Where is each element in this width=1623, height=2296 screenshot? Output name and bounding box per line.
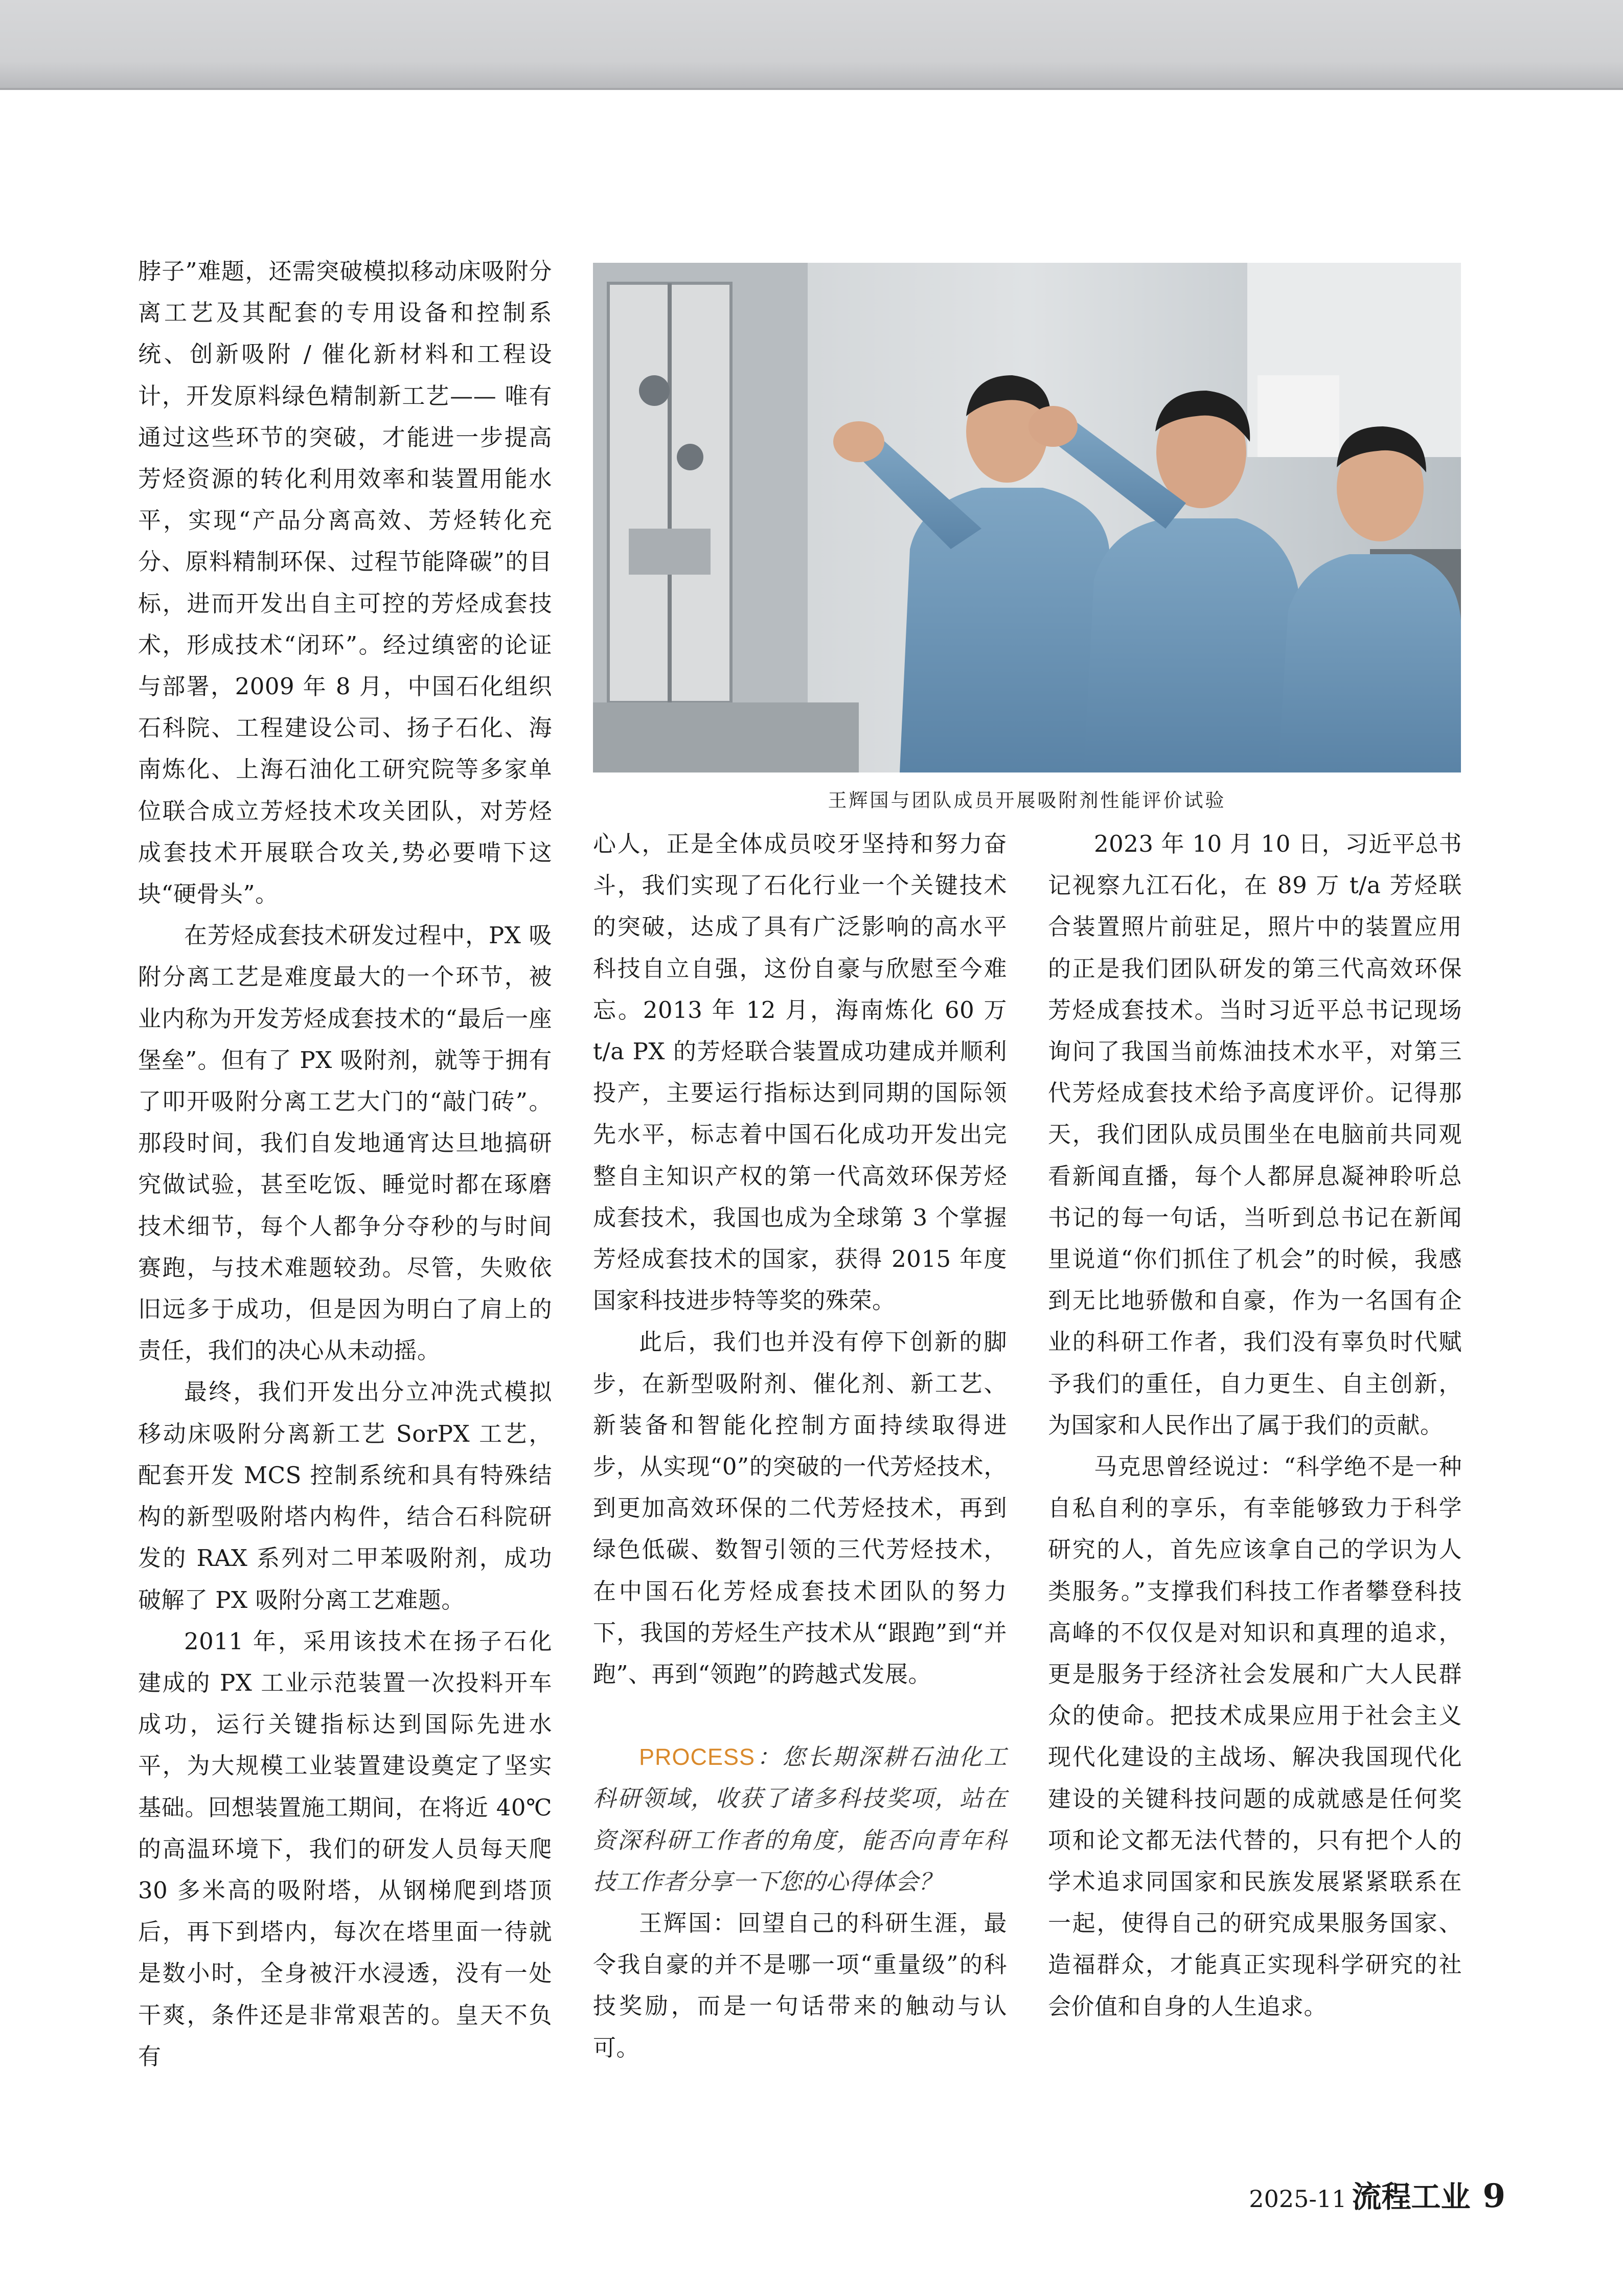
paragraph: 最终，我们开发出分立冲洗式模拟移动床吸附分离新工艺 SorPX 工艺，配套开发 MCS 控制系统和具有特殊结构的新型吸附塔内构件，结合石科院研发的 RAX 系列对二甲苯吸附剂，成功破解了 PX 吸附分离工艺难题。 <box>138 1378 552 1613</box>
paragraph: 马克思曾经说过：“科学绝不是一种自私自利的享乐，有幸能够致力于科学研究的人，首先应该拿自己的学识为人类服务。”支撑我们科技工作者攀登科技高峰的不仅仅是对知识和真理的追求，更是服务于经济社会发展和广大人民群众的使命。把技术成果应用于社会主义现代化建设的主战场、解决我国现代化建设的关键科技问题的成就感是任何奖项和论文都无法代替的，只有把个人的学术追求同国家和民族发展紧紧联系在一起，使得自己的研究成果服务国家、造福群众，才能真正实现科学研究的社会价值和自身的人生追求。 <box>1048 1453 1462 2020</box>
paragraph: 此后，我们也并没有停下创新的脚步，在新型吸附剂、催化剂、新工艺、新装备和智能化控制方面持续取得进步，从实现“0”的突破的一代芳烃技术，到更加高效环保的二代芳烃技术，再到绿色低碳、数智引领的三代芳烃技术，在中国石化芳烃成套技术团队的努力下，我国的芳烃生产技术从“跟跑”到“并跑”、再到“领跑”的跨越式发展。 <box>593 1328 1007 1688</box>
text-column-right <box>1048 823 1462 2027</box>
paragraph: 2023 年 10 月 10 日，习近平总书记视察九江石化，在 89 万 t/a 芳烃联合装置照片前驻足，照片中的装置应用的正是我们团队研发的第三代高效环保芳烃成套技术。当时习近平总书记现场询问了我国当前炼油技术水平，对第三代芳烃成套技术给予高度评价。记得那天，我们团队成员围坐在电脑前共同观看新闻直播，每个人都屏息凝神聆听总书记的每一句话，当听到总书记在新闻里说道“你们抓住了机会”的时候，我感到无比地骄傲和自豪，作为一名国有企业的科研工作者，我们没有辜负时代赋予我们的重任，自力更生、自主创新，为国家和人民作出了属于我们的贡献。 <box>1048 830 1462 1439</box>
lab-photo <box>593 263 1461 772</box>
paragraph: 2011 年，采用该技术在扬子石化建成的 PX 工业示范装置一次投料开车成功，运行关键指标达到国际先进水平，为大规模工业装置建设奠定了坚实基础。回想装置施工期间，在将近 40℃的高温环境下，我们的研发人员每天爬 30 多米高的吸附塔，从钢梯爬到塔顶后，再下到塔内，每次在塔里面一待就是数小时，全身被汗水浸透，没有一处干爽，条件还是非常艰苦的。皇天不负有 <box>138 1627 552 2070</box>
question-tag: PROCESS <box>639 1744 756 1770</box>
lab-photo-three-researchers-icon <box>593 263 1461 772</box>
text-column-left <box>138 251 552 2077</box>
paragraph: 脖子”难题，还需突破模拟移动床吸附分离工艺及其配套的专用设备和控制系统、创新吸附 / 催化新材料和工程设计，开发原料绿色精制新工艺—— 唯有通过这些环节的突破，才能进一步提高芳烃资源的转化利用效率和装置用能水平，实现“产品分离高效、芳烃转化充分、原料精制环保、过程节能降碳”的目标，进而开发出自主可控的芳烃成套技术，形成技术“闭环”。经过缜密的论证与部署，2009 年 8 月，中国石化组织石科院、工程建设公司、扬子石化、海南炼化、上海石油化工研究院等多家单位联合成立芳烃技术攻关团队，对芳烃成套技术开展联合攻关,势必要啃下这块“硬骨头”。 <box>138 258 552 908</box>
paragraph: 心人，正是全体成员咬牙坚持和努力奋斗，我们实现了石化行业一个关键技术的突破，达成了具有广泛影响的高水平科技自立自强，这份自豪与欣慰至今难忘。2013 年 12 月，海南炼化 60 万 t/a PX 的芳烃联合装置成功建成并顺利投产，主要运行指标达到同期的国际领先水平，标志着中国石化成功开发出完整自主知识产权的第一代高效环保芳烃成套技术，我国也成为全球第 3 个掌握芳烃成套技术的国家，获得 2015 年度国家科技进步特等奖的殊荣。 <box>593 830 1007 1314</box>
page-footer <box>1249 2173 1505 2216</box>
text-column-middle <box>593 823 1007 2068</box>
issue-date: 2025-11 <box>1249 2185 1347 2213</box>
paragraph: 在芳烃成套技术研发过程中，PX 吸附分离工艺是难度最大的一个环节，被业内称为开发芳烃成套技术的“最后一座堡垒”。但有了 PX 吸附剂，就等于拥有了叩开吸附分离工艺大门的“敲门砖”。那段时间，我们自发地通宵达旦地搞研究做试验，甚至吃饭、睡觉时都在琢磨技术细节，每个人都争分夺秒的与时间赛跑，与技术难题较劲。尽管，失败依旧远多于成功，但是因为明白了肩上的责任，我们的决心从未动摇。 <box>138 922 552 1365</box>
page-number: 9 <box>1482 2177 1505 2215</box>
question-text: ：您长期深耕石油化工科研领域，收获了诸多科技奖项，站在资深科研工作者的角度，能否向青年科技工作者分享一下您的心得体会？ <box>593 1743 1007 1895</box>
interview-question <box>593 1736 1007 1902</box>
page-header-band <box>0 0 1623 90</box>
magazine-name: 流程工业 <box>1352 2179 1471 2214</box>
photo-caption: 王辉国与团队成员开展吸附剂性能评价试验 <box>828 789 1226 811</box>
paragraph: 王辉国：回望自己的科研生涯，最令我自豪的并不是哪一项“重量级”的科技奖励，而是一句话带来的触动与认可。 <box>593 1909 1007 2061</box>
